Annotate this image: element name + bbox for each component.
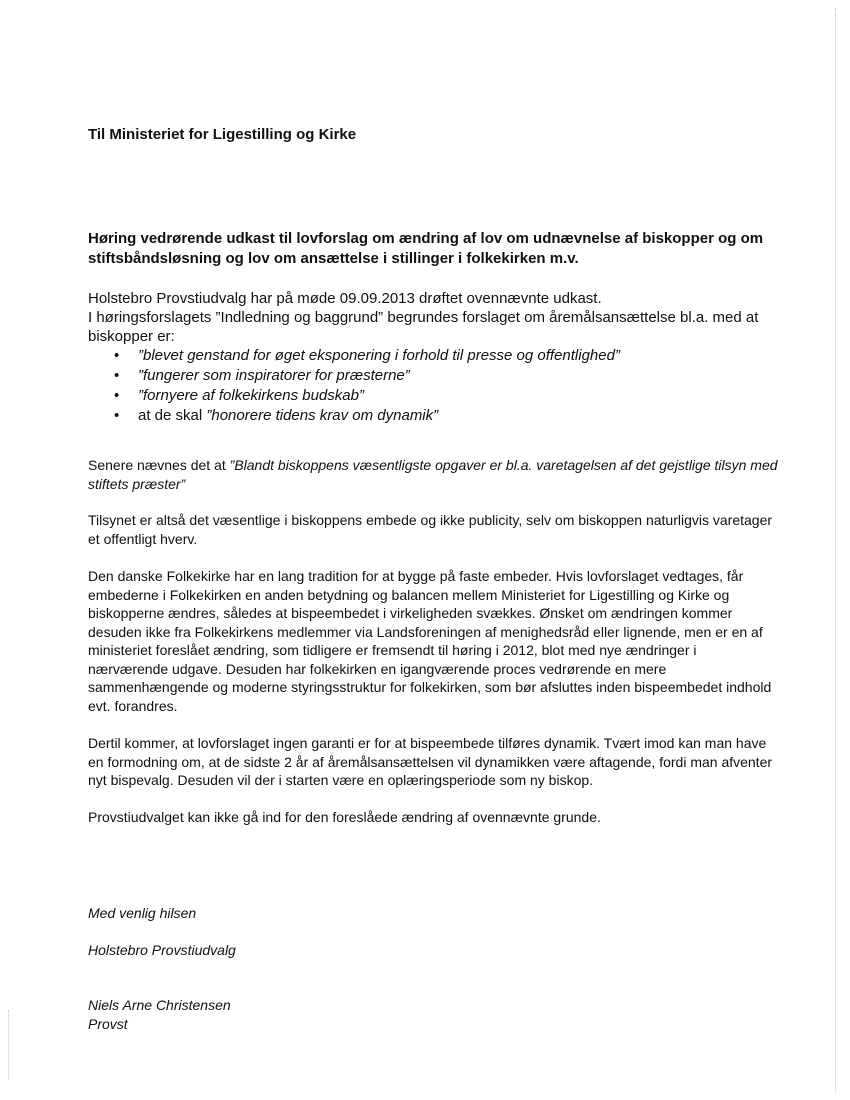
intro-line-1: Holstebro Provstiudvalg har på møde 09.09.2013 drøftet ovennævnte udkast. xyxy=(88,290,602,307)
bullet-quote: ”fornyere af folkekirkens budskab” xyxy=(138,387,364,404)
paragraph-folkekirke xyxy=(88,567,778,715)
paragraph-senere xyxy=(88,456,778,493)
signature-greeting: Med venlig hilsen xyxy=(88,905,197,921)
subject-heading: Høring vedrørende udkast til lovforslag om ændring af lov om udnævnelse af biskopper og om stiftsbåndsløsning og lov om ansættelse i stillinger i folkekirken m.v. xyxy=(88,230,764,267)
bullet-item xyxy=(88,386,778,406)
bullet-dot: • xyxy=(114,387,120,404)
paragraph-dertil xyxy=(88,734,778,790)
paragraph-folkekirke-text: Den danske Folkekirke har en lang tradition for at bygge på faste embeder. Hvis lovforslaget vedtages, får embederne i Folkekirken en anden betydning og balancen mellem Ministeriet for Ligestilling og Kirke og biskopperne ændres, således at bispeembedet i virkeligheden svækkes. Ønsket om ændringen kommer desuden ikke fra Folkekirkens medlemmer via Landsforeningen af menighedsråd eller lignende, men er en af ministeriet foreslået ændring, som tidligere er fremsendt til høring i 2012, blot med nye ændringer i nærværende udgave. Desuden har folkekirken en igangværende proces vedrørende en mere sammenhængende og moderne styringsstruktur for folkekirken, som bør afsluttes inden bispeembedet indhold evt. forandres. xyxy=(88,568,772,714)
bullet-item xyxy=(88,366,778,386)
paragraph-provsti-text: Provstiudvalget kan ikke gå ind for den foreslåede ændring af ovennævnte grunde. xyxy=(88,809,601,825)
senere-prefix: Senere nævnes det at xyxy=(88,457,230,473)
bullet-quote: ”honorere tidens krav om dynamik” xyxy=(206,407,439,424)
bullet-dot: • xyxy=(114,367,120,384)
paragraph-dertil-text: Dertil kommer, at lovforslaget ingen garanti er for at bispeembede tilføres dynamik. Tvært imod kan man have en formodning om, at de sidste 2 år af åremålsansættelsen vil dynamikken være aftagende, fordi man afventer nyt bispevalg. Desuden vil der i starten være en oplæringsperiode som ny biskop. xyxy=(88,735,773,788)
bullet-dot: • xyxy=(114,407,120,424)
paragraph-tilsyn-text: Tilsynet er altså det væsentlige i biskoppens embede og ikke publicity, selv om biskoppen naturligvis varetager et offentligt hverv. xyxy=(88,512,773,547)
senere-quote: ”Blandt biskoppens væsentligste opgaver er bl.a. varetagelsen af det gejstlige tilsyn med stiftets præster” xyxy=(88,457,778,492)
bullet-item xyxy=(88,406,778,426)
paragraph-provsti xyxy=(88,808,778,827)
bullet-quote: ”fungerer som inspiratorer for præsterne” xyxy=(138,367,410,384)
scan-edge-left xyxy=(8,1010,9,1080)
bullet-list xyxy=(88,346,778,426)
bullet-item xyxy=(88,346,778,366)
intro-section xyxy=(88,289,778,426)
intro-line-2: I høringsforslagets ”Indledning og baggrund” begrundes forslaget om åremålsansættelse bl.a. med at biskopper er: xyxy=(88,309,759,345)
bullet-quote: ”blevet genstand for øget eksponering i forhold til presse og offentlighed” xyxy=(138,347,620,364)
paragraph-senere-text xyxy=(88,456,778,493)
recipient-heading: Til Ministeriet for Ligestilling og Kirke xyxy=(88,126,357,143)
bullet-dot: • xyxy=(114,347,120,364)
signature-name: Niels Arne Christensen xyxy=(88,997,231,1013)
paragraph-tilsyn xyxy=(88,511,778,548)
signature-organization: Holstebro Provstiudvalg xyxy=(88,942,236,958)
scan-edge-right xyxy=(835,8,836,1092)
signature-title: Provst xyxy=(88,1016,128,1032)
bullet-prefix: at de skal xyxy=(138,407,207,424)
